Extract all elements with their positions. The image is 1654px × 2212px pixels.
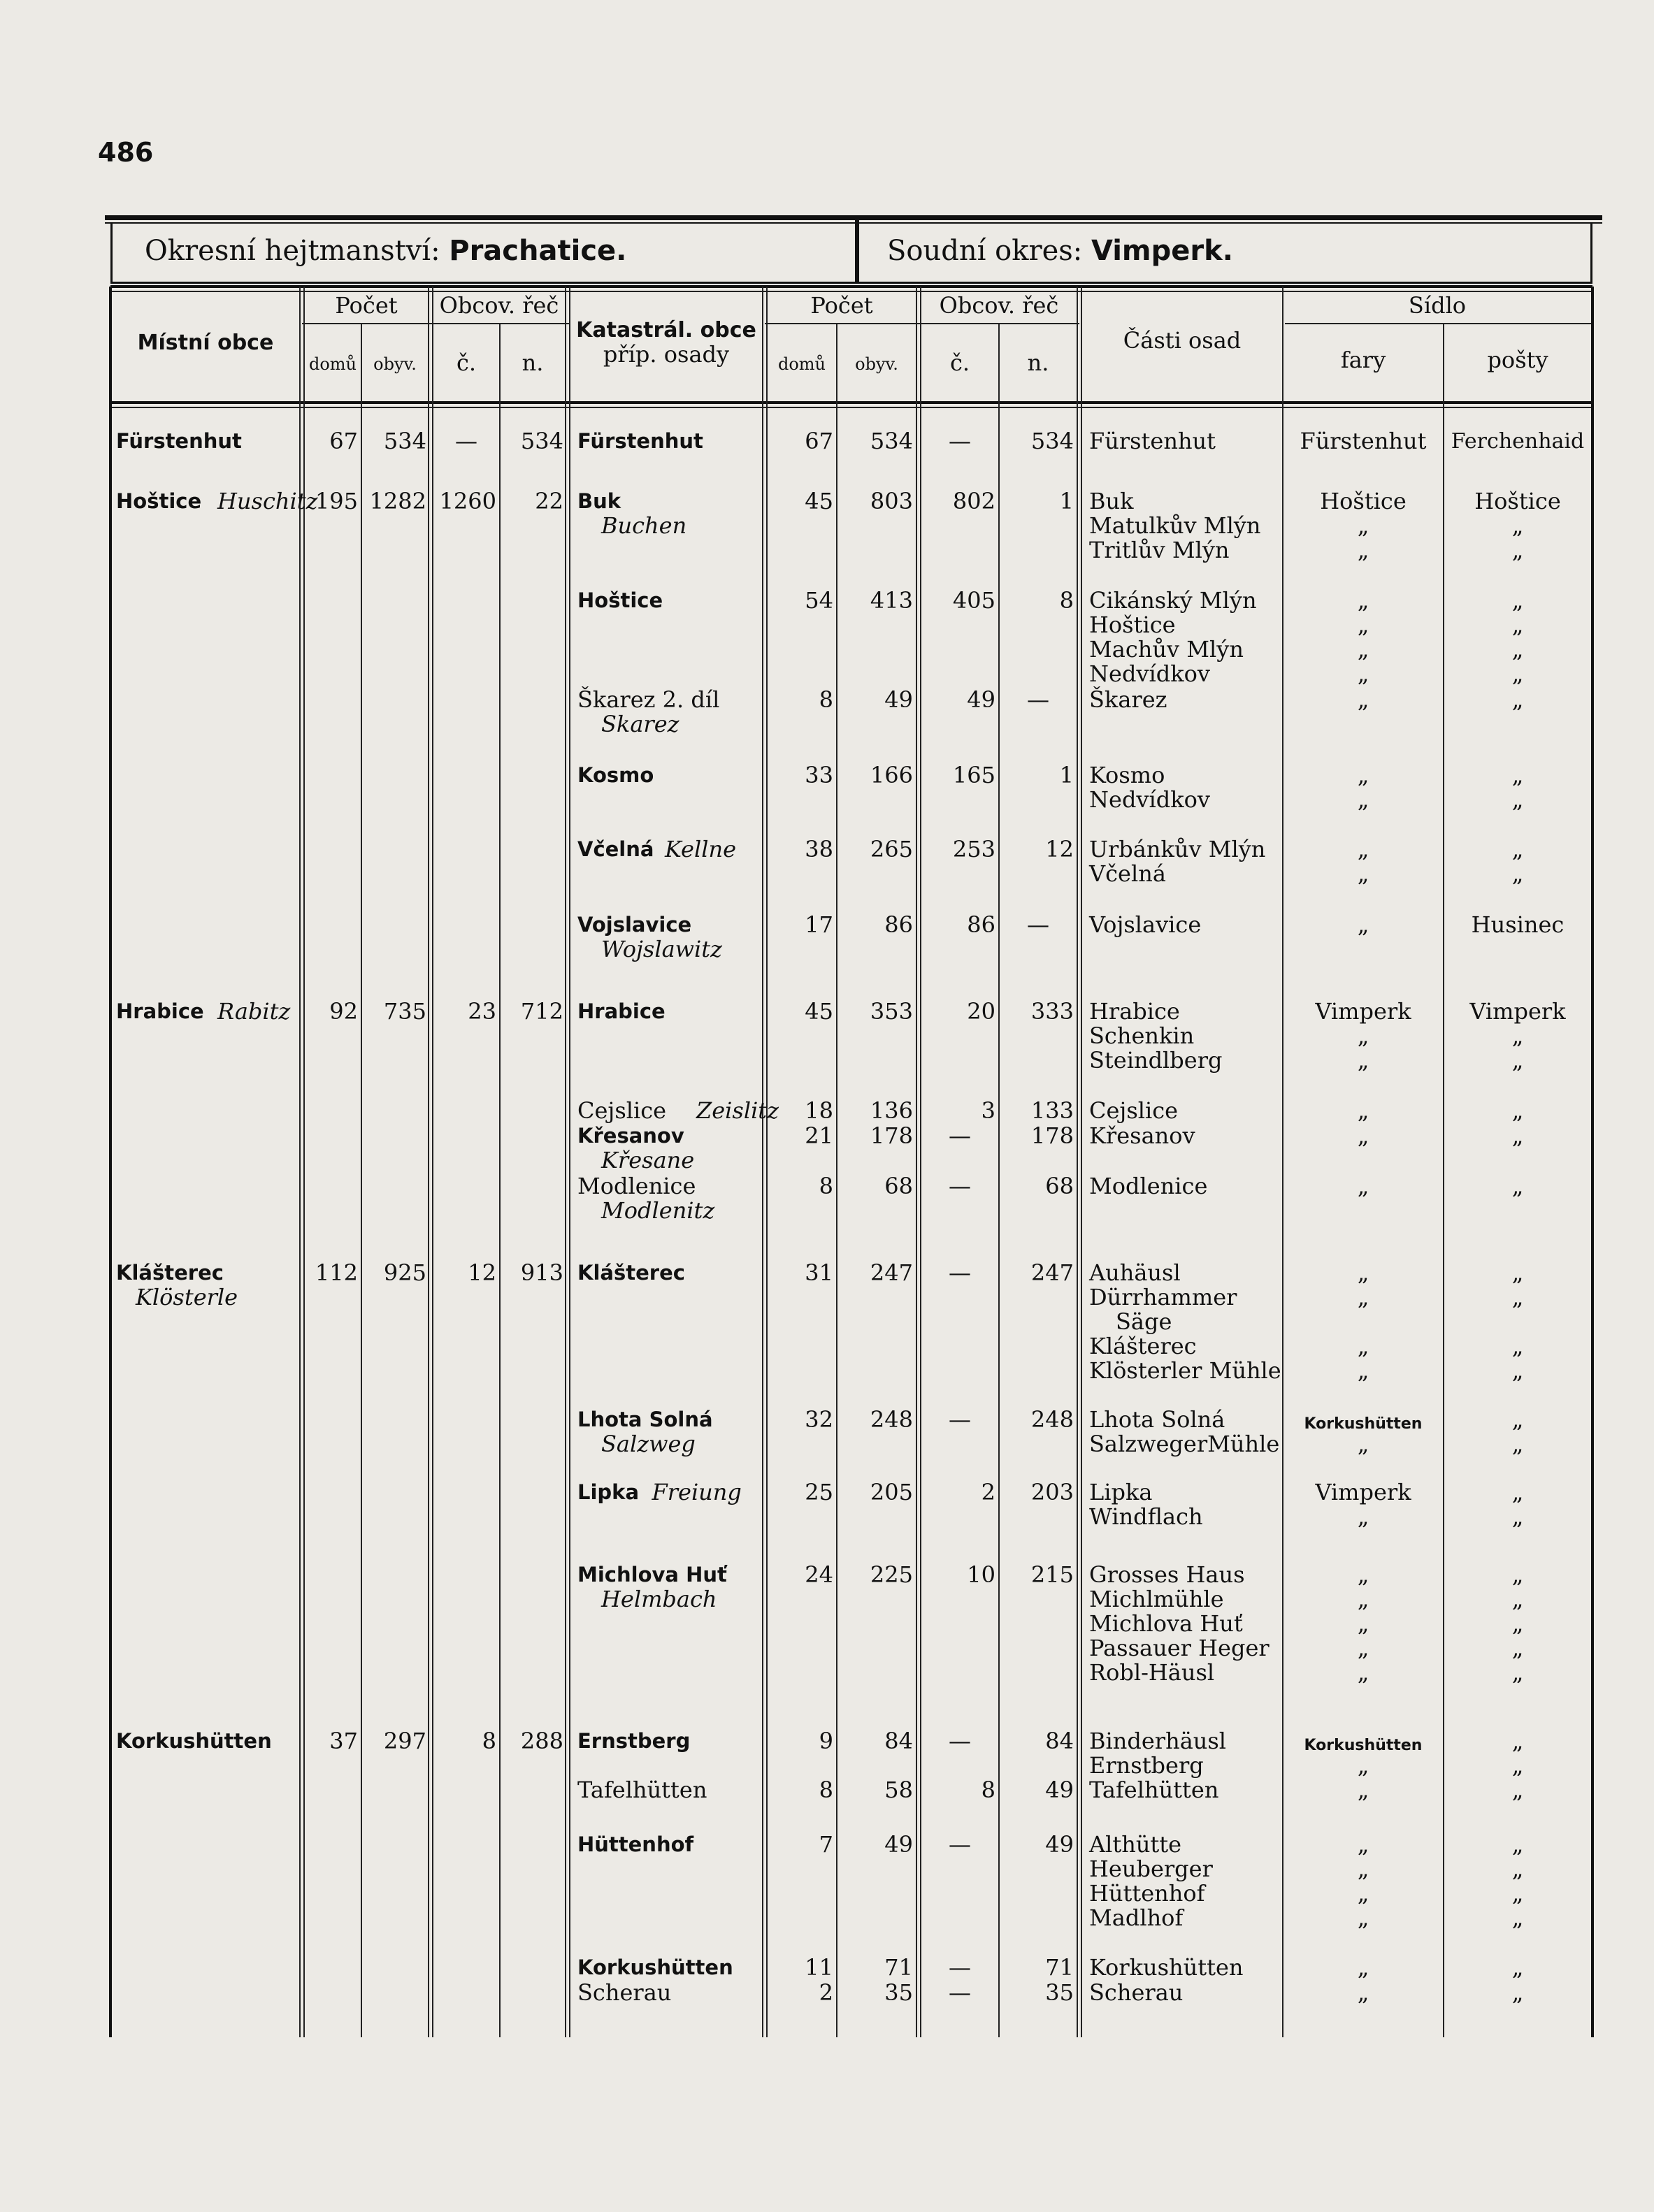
municipality-houses: 92 [329,998,358,1025]
cadastral-name: Buk [577,489,621,513]
column-header-count: Počet [335,292,398,319]
municipality-name: Fürstenhut [116,429,242,453]
parish-seat: „ [1357,1047,1369,1074]
post-office-seat: „ [1511,1856,1524,1882]
settlement-part: Windflach [1089,1503,1203,1530]
cadastral-czech: — [949,1259,971,1286]
parish-seat: „ [1357,1122,1369,1149]
settlement-part: Buk [1089,488,1134,514]
cadastral-name: Lipka [577,1480,640,1504]
settlement-part: Klösterler Mühle [1089,1357,1281,1384]
post-office-seat: „ [1511,1561,1524,1588]
cadastral-name: Scherau [577,1979,672,2006]
municipality-inhabitants: 297 [383,1728,426,1754]
post-office-seat: „ [1511,1752,1524,1779]
parish-seat: „ [1357,587,1369,614]
post-office-seat: „ [1511,1122,1524,1149]
court-district-value: Vimperk. [1091,235,1233,267]
settlement-part: Lipka [1089,1479,1153,1505]
post-office-seat: „ [1511,1503,1524,1530]
cadastral-houses: 25 [805,1479,833,1505]
settlement-part: Hrabice [1089,998,1180,1025]
cadastral-inhabitants: 166 [870,762,913,788]
cadastral-czech: 8 [981,1777,995,1803]
settlement-part: Urbánkův Mlýn [1089,836,1266,862]
municipality-houses: 112 [315,1259,358,1286]
column-header-inhabitants: obyv. [373,354,417,374]
cadastral-german: — [1027,911,1049,938]
parish-seat: „ [1357,1880,1369,1907]
cadastral-german: 35 [1045,1979,1074,2006]
column-header-parts: Části osad [1123,327,1242,354]
cadastral-name: Křesanov [577,1124,684,1148]
post-office-seat: „ [1511,1406,1524,1433]
district-label: Okresní hejtmanství: [145,235,440,267]
cadastral-german: — [1027,686,1049,713]
settlement-part: Auhäusl [1089,1259,1181,1286]
cadastral-german: 68 [1045,1173,1074,1199]
post-office-seat: Ferchenhaid [1451,429,1585,454]
cadastral-houses: 8 [819,686,833,713]
settlement-part: Tritlův Mlýn [1089,537,1230,563]
parish-seat: „ [1357,762,1369,788]
post-office-seat: „ [1511,1259,1524,1286]
cadastral-name: Michlova Huť [577,1563,727,1586]
parish-seat: „ [1357,686,1369,713]
cadastral-german: 333 [1030,998,1074,1025]
cadastral-german-name: Salzweg [601,1431,696,1457]
cadastral-german: 247 [1030,1259,1074,1286]
cadastral-houses: 33 [805,762,833,788]
cadastral-german: 84 [1045,1728,1074,1754]
municipality-name: Klášterec [116,1261,224,1285]
municipality-czech: 23 [468,998,496,1025]
settlement-part: Cikánský Mlýn [1089,587,1257,614]
cadastral-german: 12 [1045,836,1074,862]
cadastral-name: Kosmo [577,763,654,787]
parish-seat: „ [1357,1284,1369,1310]
cadastral-name: Včelná [577,837,654,861]
cadastral-czech: 3 [981,1097,995,1124]
municipality-inhabitants: 925 [383,1259,426,1286]
cadastral-inhabitants: 205 [870,1479,913,1505]
cadastral-name: Klášterec [577,1261,685,1285]
cadastral-german-name: Modlenitz [601,1197,715,1224]
parish-seat: „ [1357,911,1369,938]
cadastral-name: Ernstberg [577,1729,691,1753]
post-office-seat: „ [1511,612,1524,638]
cadastral-german-name: Zeislitz [696,1097,779,1124]
cadastral-houses: 8 [819,1777,833,1803]
settlement-part: Binderhäusl [1089,1728,1227,1754]
header-divider [855,219,859,284]
municipality-german: 712 [520,998,563,1025]
cadastral-czech: — [949,428,971,454]
cadastral-czech: 20 [967,998,995,1025]
cadastral-name: Korkushütten [577,1956,733,1979]
settlement-part: SalzwegerMühle [1089,1431,1280,1457]
settlement-part: Kosmo [1089,762,1165,788]
post-office-seat: „ [1511,1431,1524,1457]
cadastral-czech: — [949,1173,971,1199]
parish-seat: „ [1357,836,1369,862]
post-office-seat: „ [1511,686,1524,713]
post-office-seat: „ [1511,1777,1524,1803]
cadastral-houses: 31 [805,1259,833,1286]
settlement-part: Madlhof [1089,1904,1184,1931]
settlement-part: Heuberger [1089,1856,1213,1882]
municipality-czech: 1260 [439,488,496,514]
cadastral-inhabitants: 86 [884,911,913,938]
cadastral-czech: 165 [952,762,995,788]
municipality-name: Hrabice [116,999,204,1023]
parish-seat: „ [1357,1904,1369,1931]
post-office-seat: „ [1511,1097,1524,1124]
settlement-part: Robl-Häusl [1089,1659,1215,1686]
cadastral-czech: 86 [967,911,995,938]
post-office-seat: „ [1511,636,1524,663]
settlement-part: Michlova Huť [1089,1610,1243,1637]
cadastral-inhabitants: 265 [870,836,913,862]
parish-seat: „ [1357,1097,1369,1124]
page-number: 486 [98,137,154,168]
settlement-part: Althütte [1089,1831,1182,1858]
parish-seat: Vimperk [1315,998,1411,1025]
settlement-part: Grosses Haus [1089,1561,1245,1588]
cadastral-name: Vojslavice [577,913,692,937]
header-box [110,222,1592,284]
settlement-part: Klášterec [1089,1333,1197,1359]
cadastral-houses: 38 [805,836,833,862]
post-office-seat: „ [1511,1635,1524,1661]
cadastral-name: Tafelhütten [577,1777,707,1803]
cadastral-german: 49 [1045,1777,1074,1803]
cadastral-houses: 9 [819,1728,833,1754]
cadastral-houses: 18 [805,1097,833,1124]
cadastral-inhabitants: 803 [870,488,913,514]
parish-seat: „ [1357,1856,1369,1882]
parish-seat: „ [1357,512,1369,539]
cadastral-inhabitants: 84 [884,1728,913,1754]
post-office-seat: „ [1511,1728,1524,1754]
municipality-german: 534 [520,428,563,454]
column-header-language-2: Obcov. řeč [939,292,1059,319]
settlement-part: Korkushütten [1089,1954,1244,1981]
parish-seat: „ [1357,1610,1369,1637]
settlement-part: Nedvídkov [1089,660,1210,687]
cadastral-inhabitants: 353 [870,998,913,1025]
parish-seat: „ [1357,1173,1369,1199]
cadastral-houses: 2 [819,1979,833,2006]
cadastral-inhabitants: 248 [870,1406,913,1433]
parish-seat: „ [1357,1333,1369,1359]
district-heading [145,235,626,267]
cadastral-czech: 253 [952,836,995,862]
cadastral-german-name: Kellne [665,836,736,862]
settlement-part: Modlenice [1089,1173,1208,1199]
post-office-seat: „ [1511,1904,1524,1931]
cadastral-german: 8 [1059,587,1074,614]
parish-seat: „ [1357,1979,1369,2006]
cadastral-czech: 802 [952,488,995,514]
column-header-german-2: n. [1027,349,1049,376]
parish-seat: „ [1357,660,1369,687]
parish-seat: „ [1357,1777,1369,1803]
settlement-part: Hoštice [1089,612,1176,638]
municipality-houses: 37 [329,1728,358,1754]
cadastral-houses: 11 [805,1954,833,1981]
parish-seat: Korkushütten [1304,1415,1423,1433]
municipality-houses: 195 [315,488,358,514]
cadastral-czech: 10 [967,1561,995,1588]
cadastral-houses: 32 [805,1406,833,1433]
parish-seat: „ [1357,537,1369,563]
cadastral-german: 203 [1030,1479,1074,1505]
cadastral-houses: 21 [805,1122,833,1149]
municipality-german: 913 [520,1259,563,1286]
settlement-part: Vojslavice [1089,911,1202,938]
column-header-local-municipality: Místní obce [137,331,274,355]
parish-seat: „ [1357,1022,1369,1049]
municipality-inhabitants: 534 [383,428,426,454]
parish-seat: „ [1357,612,1369,638]
column-header-houses: domů [308,354,357,374]
post-office-seat: „ [1511,512,1524,539]
cadastral-german: 1 [1059,488,1074,514]
cadastral-german: 71 [1045,1954,1074,1981]
cadastral-name: Hoštice [577,588,663,612]
settlement-part: Škarez [1089,686,1167,713]
post-office-seat: „ [1511,587,1524,614]
settlement-part: Nedvídkov [1089,786,1210,813]
parish-seat: „ [1357,1954,1369,1981]
post-office-seat: „ [1511,660,1524,687]
column-header-count-2: Počet [810,292,873,319]
post-office-seat: „ [1511,1831,1524,1858]
column-header-seat: Sídlo [1408,292,1467,319]
cadastral-czech: — [949,1122,971,1149]
cadastral-houses: 7 [819,1831,833,1858]
cadastral-german-name: Helmbach [601,1586,717,1612]
column-header-post: pošty [1487,347,1548,373]
post-office-seat: „ [1511,1479,1524,1505]
settlement-part: Matulkův Mlýn [1089,512,1261,539]
cadastral-inhabitants: 35 [884,1979,913,2006]
settlement-part: Ernstberg [1089,1752,1204,1779]
settlement-part: Cejslice [1089,1097,1179,1124]
post-office-seat: „ [1511,1022,1524,1049]
municipality-czech: 8 [482,1728,496,1754]
settlement-part: Machův Mlýn [1089,636,1244,663]
cadastral-inhabitants: 68 [884,1173,913,1199]
top-rule [105,215,1602,220]
parish-seat: Korkushütten [1304,1737,1423,1754]
cadastral-inhabitants: 49 [884,1831,913,1858]
cadastral-german: 215 [1030,1561,1074,1588]
municipality-czech: 12 [468,1259,496,1286]
cadastral-czech: 2 [981,1479,995,1505]
municipality-inhabitants: 735 [383,998,426,1025]
post-office-seat: „ [1511,1979,1524,2006]
post-office-seat: Vimperk [1469,998,1566,1025]
parish-seat: „ [1357,1357,1369,1384]
parish-seat: Hoštice [1320,488,1407,514]
settlement-part: Passauer Heger [1089,1635,1270,1661]
settlement-part: Dürrhammer [1089,1284,1237,1310]
cadastral-name: Škarez 2. díl [577,686,720,713]
post-office-seat: Husinec [1471,911,1565,938]
cadastral-german-name: Skarez [601,711,679,737]
cadastral-name: Hrabice [577,999,666,1023]
cadastral-inhabitants: 58 [884,1777,913,1803]
settlement-part: Lhota Solná [1089,1406,1225,1433]
cadastral-name: Modlenice [577,1173,696,1199]
cadastral-czech: 49 [967,686,995,713]
cadastral-houses: 45 [805,488,833,514]
parish-seat: „ [1357,1259,1369,1286]
post-office-seat: „ [1511,860,1524,887]
cadastral-inhabitants: 225 [870,1561,913,1588]
settlement-part: Michlmühle [1089,1586,1224,1612]
municipality-name: Hoštice [116,489,202,513]
municipality-czech: — [455,428,477,454]
settlement-part: Křesanov [1089,1122,1195,1149]
municipality-inhabitants: 1282 [369,488,426,514]
cadastral-german-name: Křesane [601,1147,695,1173]
court-district-heading [887,235,1233,267]
cadastral-inhabitants: 534 [870,428,913,454]
column-header-cadastral: Katastrál. obce [576,318,756,342]
parish-seat: „ [1357,786,1369,813]
cadastral-german: 534 [1030,428,1074,454]
post-office-seat: Hoštice [1474,488,1561,514]
post-office-seat: „ [1511,1610,1524,1637]
cadastral-czech: — [949,1728,971,1754]
parish-seat: „ [1357,1586,1369,1612]
cadastral-german-name: Buchen [601,512,687,539]
cadastral-german: 133 [1030,1097,1074,1124]
municipality-german: 22 [535,488,563,514]
cadastral-houses: 54 [805,587,833,614]
parish-seat: Vimperk [1315,1479,1411,1505]
settlement-part: Säge [1116,1308,1172,1335]
column-header-language: Obcov. řeč [439,292,559,319]
cadastral-inhabitants: 413 [870,587,913,614]
post-office-seat: „ [1511,1284,1524,1310]
post-office-seat: „ [1511,1357,1524,1384]
column-header-parish: fary [1340,347,1386,373]
settlement-part: Schenkin [1089,1022,1195,1049]
parish-seat: „ [1357,1635,1369,1661]
post-office-seat: „ [1511,762,1524,788]
column-header-german: n. [522,349,544,376]
cadastral-houses: 67 [805,428,833,454]
post-office-seat: „ [1511,1333,1524,1359]
court-district-label: Soudní okres: [887,235,1083,267]
post-office-seat: „ [1511,836,1524,862]
municipality-german-name: Klösterle [136,1284,238,1310]
parish-seat: „ [1357,1752,1369,1779]
parish-seat: „ [1357,1831,1369,1858]
cadastral-inhabitants: 71 [884,1954,913,1981]
cadastral-czech: — [949,1979,971,2006]
settlement-part: Fürstenhut [1089,428,1216,454]
cadastral-czech: — [949,1954,971,1981]
cadastral-name: Fürstenhut [577,429,703,453]
column-header-czech: č. [456,349,477,376]
district-value: Prachatice. [449,235,627,267]
municipality-name: Korkushütten [116,1729,272,1753]
cadastral-inhabitants: 178 [870,1122,913,1149]
municipality-german: 288 [520,1728,563,1754]
cadastral-czech: — [949,1406,971,1433]
cadastral-german: 248 [1030,1406,1074,1433]
cadastral-houses: 8 [819,1173,833,1199]
cadastral-houses: 17 [805,911,833,938]
cadastral-houses: 24 [805,1561,833,1588]
cadastral-czech: 405 [952,587,995,614]
column-header-inhabitants-2: obyv. [855,354,898,374]
settlement-part: Hüttenhof [1089,1880,1205,1907]
post-office-seat: „ [1511,1659,1524,1686]
post-office-seat: „ [1511,1880,1524,1907]
cadastral-name: Hüttenhof [577,1833,694,1856]
settlement-part: Tafelhütten [1089,1777,1219,1803]
column-header-houses-2: domů [777,354,826,374]
parish-seat: „ [1357,1503,1369,1530]
parish-seat: „ [1357,860,1369,887]
post-office-seat: „ [1511,1586,1524,1612]
post-office-seat: „ [1511,1954,1524,1981]
cadastral-name: Lhota Solná [577,1408,713,1431]
post-office-seat: „ [1511,1047,1524,1074]
municipality-german-name: Rabitz [217,998,291,1025]
parish-seat: „ [1357,636,1369,663]
cadastral-german-name: Freiung [652,1479,742,1505]
parish-seat: „ [1357,1561,1369,1588]
cadastral-inhabitants: 136 [870,1097,913,1124]
parish-seat: Fürstenhut [1300,428,1427,454]
cadastral-name: Cejslice [577,1097,667,1124]
cadastral-inhabitants: 49 [884,686,913,713]
municipality-german-name: Huschitz [217,488,318,514]
cadastral-german: 178 [1030,1122,1074,1149]
post-office-seat: „ [1511,786,1524,813]
parish-seat: „ [1357,1431,1369,1457]
cadastral-czech: — [949,1831,971,1858]
post-office-seat: „ [1511,537,1524,563]
cadastral-german: 1 [1059,762,1074,788]
column-header-settlement: příp. osady [603,341,730,368]
cadastral-german: 49 [1045,1831,1074,1858]
parish-seat: „ [1357,1659,1369,1686]
settlement-part: Scherau [1089,1979,1184,2006]
settlement-part: Včelná [1089,860,1166,887]
post-office-seat: „ [1511,1173,1524,1199]
settlement-part: Steindlberg [1089,1047,1223,1074]
cadastral-german-name: Wojslawitz [601,936,722,962]
cadastral-inhabitants: 247 [870,1259,913,1286]
cadastral-houses: 45 [805,998,833,1025]
municipality-houses: 67 [329,428,358,454]
column-header-czech-2: č. [949,349,970,376]
